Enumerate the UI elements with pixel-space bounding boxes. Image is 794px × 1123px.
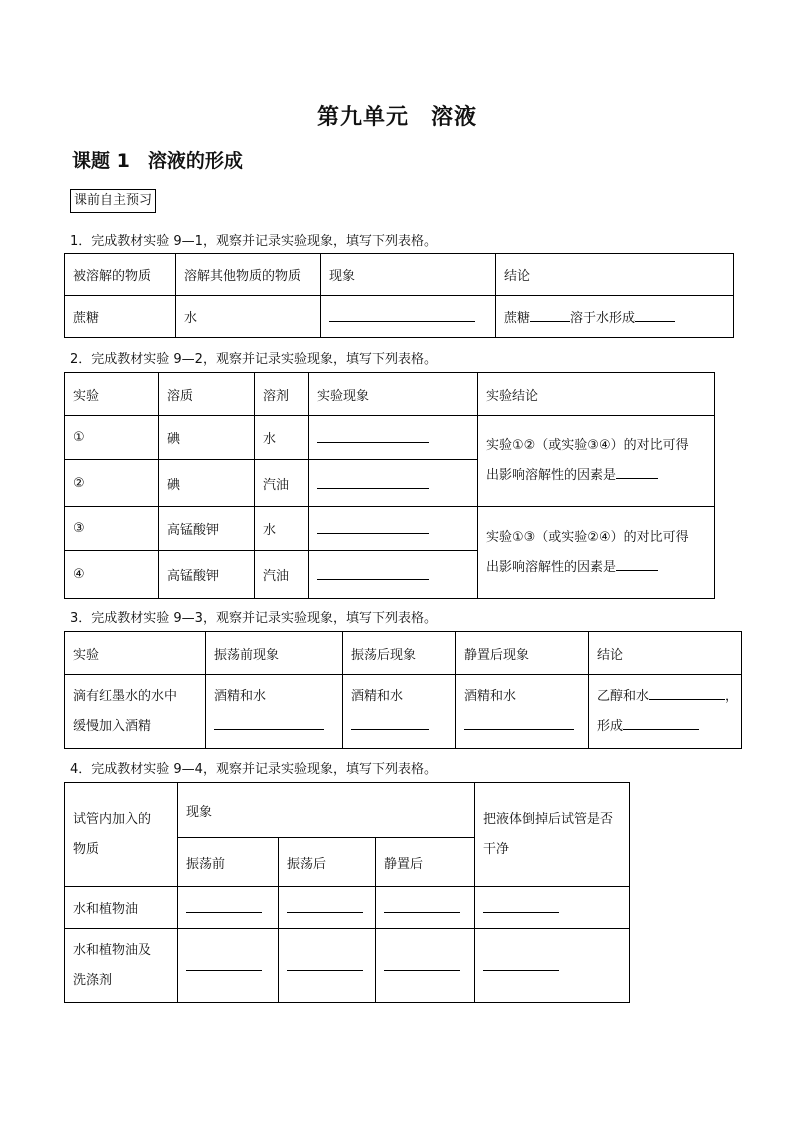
answer-blank[interactable] [317,474,429,489]
preview-box: 课前自主预习 [70,189,156,213]
q2-header-conclusion: 实验结论 [478,373,715,416]
q2-conclusion-2: 实验①③（或实验②④）的对比可得 出影响溶解性的因素是 [478,507,715,599]
answer-blank[interactable] [483,898,559,913]
answer-blank[interactable] [317,519,429,534]
q1-cell-conclusion: 蔗糖 溶于水形成 [496,296,734,338]
title-part-2: 溶液 [431,105,478,130]
q3-header-before: 振荡前现象 [206,632,343,675]
answer-blank[interactable] [287,956,363,971]
q2-header-phenomenon: 实验现象 [309,373,478,416]
answer-blank[interactable] [384,956,460,971]
answer-blank[interactable] [317,428,429,443]
answer-blank[interactable] [214,715,324,730]
lesson-label: 课题 1 [72,150,130,172]
answer-blank[interactable] [649,685,725,700]
q1-header-solute: 被溶解的物质 [65,254,176,296]
answer-blank[interactable] [623,715,699,730]
q2-header-solute: 溶质 [159,373,255,416]
table-row: ④ 高锰酸钾 汽油 [65,551,715,599]
question-4-text: 4．完成教材实验 9—4，观察并记录实验现象，填写下列表格。 [70,762,437,777]
q4-subheader-after: 振荡后 [279,838,376,887]
answer-blank[interactable] [329,307,475,322]
answer-blank[interactable] [464,715,574,730]
q2-header-solvent: 溶剂 [255,373,309,416]
q2-conclusion-1: 实验①②（或实验③④）的对比可得 出影响溶解性的因素是 [478,416,715,507]
question-4-table [64,782,630,1003]
q3-header-after: 振荡后现象 [343,632,456,675]
question-1-text: 1．完成教材实验 9—1，观察并记录实验现象，填写下列表格。 [70,234,437,249]
q4-subheader-before: 振荡前 [178,838,279,887]
answer-blank[interactable] [186,898,262,913]
answer-blank[interactable] [635,307,675,322]
lesson-title: 溶液的形成 [147,150,243,172]
q1-header-solvent: 溶解其他物质的物质 [176,254,321,296]
table-row: ② 碘 汽油 [65,460,715,507]
answer-blank[interactable] [384,898,460,913]
table-row: 水和植物油及 洗涤剂 [65,929,630,1003]
answer-blank[interactable] [616,464,658,479]
question-2-text: 2．完成教材实验 9—2，观察并记录实验现象，填写下列表格。 [70,352,437,367]
title-part-1: 第九单元 [316,105,409,130]
table-row: ① 碘 水 实验①②（或实验③④）的对比可得 出影响溶解性的因素是 [65,416,715,460]
question-3-text: 3．完成教材实验 9—3，观察并记录实验现象，填写下列表格。 [70,611,437,626]
q4-header-clean: 把液体倒掉后试管是否 干净 [475,783,630,887]
q3-cell-experiment: 滴有红墨水的水中 缓慢加入酒精 [65,675,206,749]
q3-header-still: 静置后现象 [456,632,589,675]
q1-cell-phenomenon [321,296,496,338]
q3-header-conclusion: 结论 [589,632,742,675]
q3-cell-conclusion: 乙醇和水 ， 形成 [589,675,742,749]
question-3-table: 实验 振荡前现象 振荡后现象 静置后现象 结论 滴有红墨水的水中 缓慢加入酒精 酒精和水 酒精和水 酒精和水 乙醇和水 ， 形成 [64,631,742,749]
lesson-heading [72,146,243,173]
q1-header-phenomenon: 现象 [321,254,496,296]
page-title [0,100,794,131]
q4-header-phenomenon: 现象 [178,783,475,838]
answer-blank[interactable] [616,556,658,571]
q1-header-conclusion: 结论 [496,254,734,296]
answer-blank[interactable] [351,715,429,730]
answer-blank[interactable] [530,307,570,322]
q1-cell-solvent: 水 [176,296,321,338]
q3-header-experiment: 实验 [65,632,206,675]
question-2-table [64,372,715,599]
table-row: ③ 高锰酸钾 水 实验①③（或实验②④）的对比可得 出影响溶解性的因素是 [65,507,715,551]
q4-header-substance: 试管内加入的 物质 [65,783,178,887]
q4-subheader-still: 静置后 [376,838,475,887]
answer-blank[interactable] [483,956,559,971]
answer-blank[interactable] [287,898,363,913]
q1-cell-solute: 蔗糖 [65,296,176,338]
table-row: 水和植物油 [65,887,630,929]
q2-header-experiment: 实验 [65,373,159,416]
question-1-table [64,253,734,338]
answer-blank[interactable] [186,956,262,971]
answer-blank[interactable] [317,565,429,580]
